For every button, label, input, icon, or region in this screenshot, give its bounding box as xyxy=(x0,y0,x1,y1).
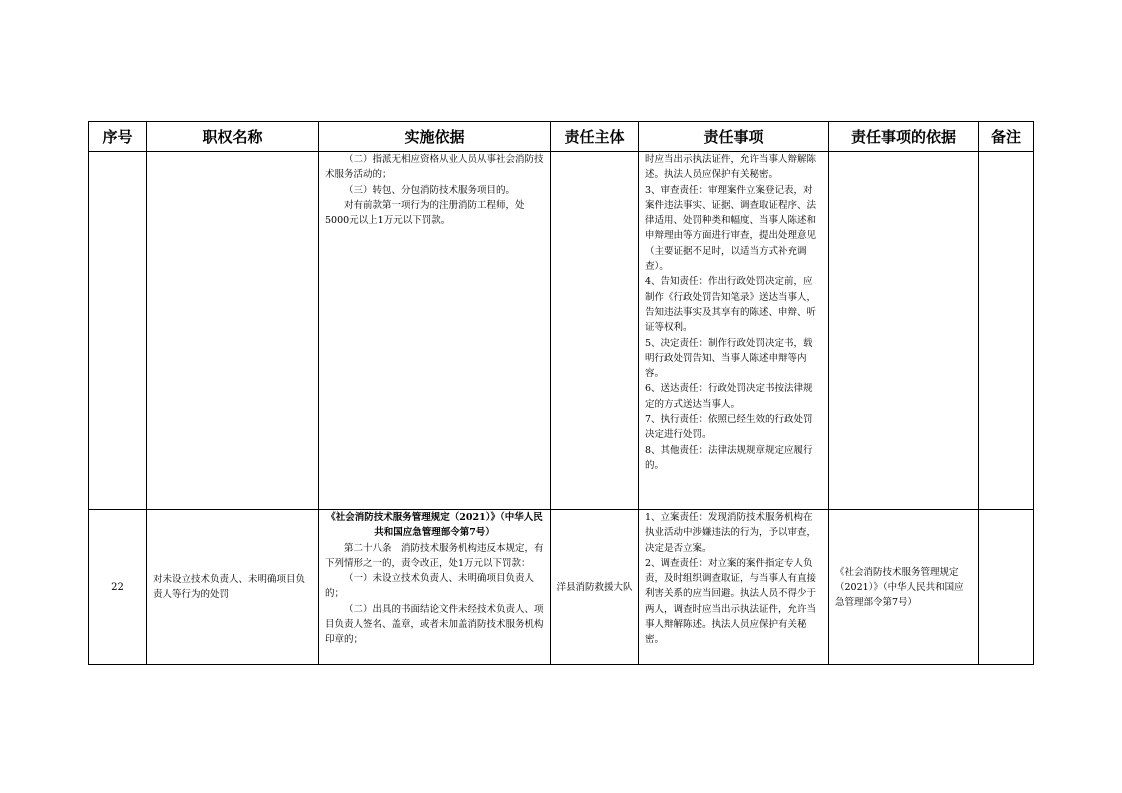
basis-title: 《社会消防技术服务管理规定（2021）》（中华人民共和国应急管理部令第7号） xyxy=(326,512,543,539)
responsibility-table xyxy=(88,121,1034,665)
row1-basis-cell xyxy=(319,152,551,510)
duty-line: 时应当出示执法证件，允许当事人辩解陈述。执法人员应保护有关秘密。 xyxy=(645,154,817,181)
duty-line: 7、执行责任：依照已经生效的行政处罚决定进行处罚。 xyxy=(645,414,813,441)
header-basis: 实施依据 xyxy=(319,122,551,152)
row2-subject-cell xyxy=(551,510,639,665)
duty-line: 5、决定责任：制作行政处罚决定书，载明行政处罚告知、当事人陈述申辩等内容。 xyxy=(645,337,813,380)
row2-name-cell xyxy=(147,510,319,665)
duty-line: 2、调查责任：对立案的案件指定专人负责，及时组织调查取证，与当事人有直接利害关系的应当回避。执法人员不得少于两人，调查时应当出示执法证件，允许当事人辩解陈述。执法人员应保护有关秘密。 xyxy=(645,557,817,646)
basis-line: （二）指派无相应资格从业人员从事社会消防技术服务活动的； xyxy=(325,154,544,181)
table-row xyxy=(89,510,1034,665)
row1-duties-cell xyxy=(639,152,829,510)
row2-basis-cell xyxy=(319,510,551,665)
row1-subject-cell xyxy=(551,152,639,510)
row2-note xyxy=(979,510,1034,665)
header-row xyxy=(89,122,1034,152)
header-seq: 序号 xyxy=(89,122,147,152)
row2-duty-basis: 《社会消防技术服务管理规定（2021）》（中华人民共和国应急管理部令第7号） xyxy=(835,566,964,608)
header-duty-basis: 责任事项的依据 xyxy=(829,122,979,152)
row2-seq: 22 xyxy=(89,510,147,665)
row2-name: 对未设立技术负责人、未明确项目负责人等行为的处罚 xyxy=(153,574,306,600)
header-name: 职权名称 xyxy=(147,122,319,152)
row1-seq-cell xyxy=(89,152,147,510)
duty-line: 8、其他责任：法律法规规章规定应履行的。 xyxy=(645,444,813,471)
duty-line: 1、立案责任：发现消防技术服务机构在执业活动中涉嫌违法的行为，予以审查，决定是否立案。 xyxy=(645,512,817,554)
duty-line: 3、审查责任：审理案件立案登记表，对案件违法事实、证据、调查取证程序、法律适用、处罚种类和幅度、当事人陈述和申辩理由等方面进行审查，提出处理意见（主要证据不足时，以适当方式补充调查）。 xyxy=(645,184,817,273)
table-row xyxy=(89,152,1034,510)
basis-line: （三）转包、分包消防技术服务项目的。 xyxy=(344,184,516,196)
duty-line: 4、告知责任：作出行政处罚决定前，应制作《行政处罚告知笔录》送达当事人，告知违法事实及其享有的陈述、申辩、听证等权利。 xyxy=(645,276,817,334)
basis-line: （一）未设立技术负责人、未明确项目负责人的； xyxy=(325,573,535,600)
row1-duty-basis-cell xyxy=(829,152,979,510)
row1-note-cell xyxy=(979,152,1034,510)
row2-duty-basis-cell xyxy=(829,510,979,665)
header-duties: 责任事项 xyxy=(639,122,829,152)
row2-duties-cell xyxy=(639,510,829,665)
header-note: 备注 xyxy=(979,122,1034,152)
row1-name-cell xyxy=(147,152,319,510)
row2-subject: 洋县消防救援大队 xyxy=(556,581,633,593)
basis-line: （二）出具的书面结论文件未经技术负责人、项目负责人签名、盖章，或者未加盖消防技术服务机构印章的； xyxy=(325,603,544,646)
basis-line: 对有前款第一项行为的注册消防工程师，处5000元以上1万元以下罚款。 xyxy=(325,199,525,227)
basis-line: 第二十八条 消防技术服务机构违反本规定，有下列情形之一的，责令改正，处1万元以下罚款： xyxy=(325,542,544,569)
duty-line: 6、送达责任：行政处罚决定书按法律规定的方式送达当事人。 xyxy=(645,383,813,410)
header-subject: 责任主体 xyxy=(551,122,639,152)
